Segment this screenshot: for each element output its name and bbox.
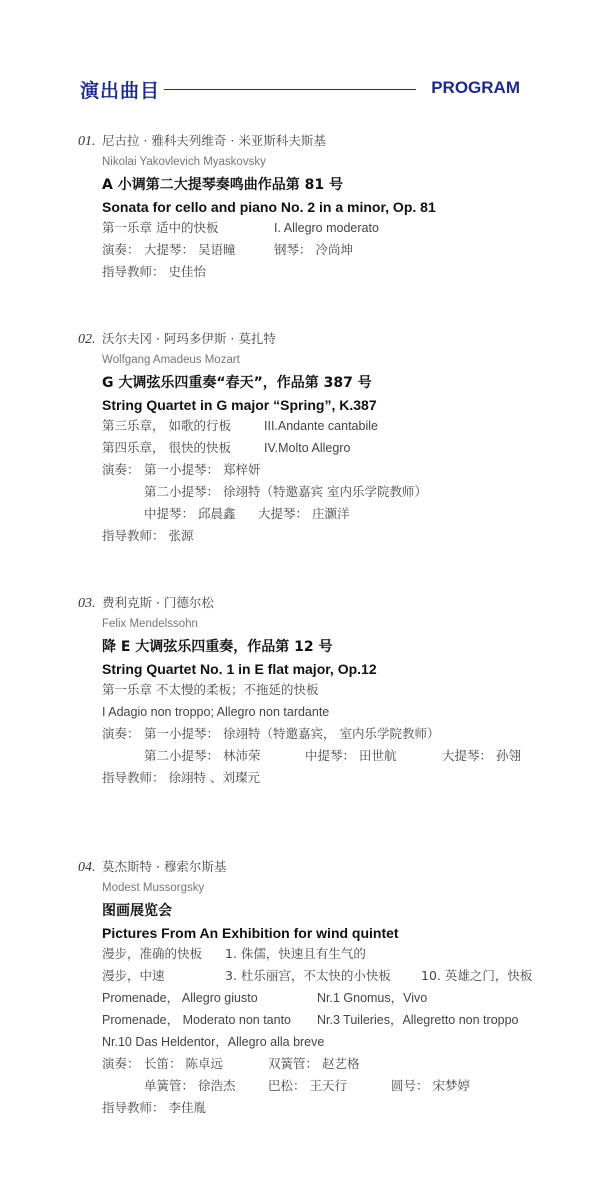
work-title-zh: A 小调第二大提琴奏鸣曲作品第 81 号 bbox=[102, 177, 343, 193]
work-title-en: String Quartet No. 1 in E flat major, Op.12 bbox=[102, 661, 377, 677]
movement-en: Promenade， Allegro giusto bbox=[102, 991, 258, 1005]
performers-label: 演奏： bbox=[102, 462, 140, 477]
movement-zh: 第三乐章， 如歌的行板 bbox=[102, 418, 231, 433]
composer-zh: 费利克斯 · 门德尔松 bbox=[102, 595, 214, 610]
performers-label: 演奏： bbox=[102, 726, 140, 741]
performer: 第一小提琴： 郑梓妍 bbox=[144, 462, 261, 477]
movement-zh: 1. 侏儒，快速且有生气的 bbox=[225, 946, 366, 961]
performer: 第二小提琴： 林沛荣 bbox=[144, 748, 261, 763]
work-title-en: Pictures From An Exhibition for wind quintet bbox=[102, 925, 399, 941]
composer-zh: 沃尔夫冈 · 阿玛多伊斯 · 莫扎特 bbox=[102, 331, 276, 346]
performer: 长笛： 陈卓远 bbox=[144, 1056, 223, 1071]
movement-zh: 漫步，中速 bbox=[102, 968, 165, 983]
teacher-line: 指导教师： 张源 bbox=[102, 528, 194, 543]
performer: 巴松： 王天行 bbox=[268, 1078, 347, 1093]
performers-label: 演奏： bbox=[102, 242, 140, 257]
work-title-en: Sonata for cello and piano No. 2 in a minor, Op. 81 bbox=[102, 199, 436, 215]
performer: 中提琴： 田世航 bbox=[305, 748, 397, 763]
performers-label: 演奏： bbox=[102, 1056, 140, 1071]
movement-en: I Adagio non troppo; Allegro non tardante bbox=[102, 705, 330, 719]
performer: 第二小提琴： 徐翊特（特邀嘉宾 室内乐学院教师） bbox=[144, 484, 427, 499]
performer: 圆号： 宋梦婷 bbox=[391, 1078, 470, 1093]
item-number: 04. bbox=[78, 860, 96, 875]
composer-zh: 莫杰斯特 · 穆索尔斯基 bbox=[102, 859, 227, 874]
composer-en: Wolfgang Amadeus Mozart bbox=[102, 354, 240, 366]
performer: 中提琴： 邱晨鑫 bbox=[144, 506, 236, 521]
movement-zh: 10. 英雄之门，快板 bbox=[421, 968, 533, 983]
movement-en: Nr.10 Das Heldentor，Allegro alla breve bbox=[102, 1035, 325, 1049]
header-title-zh: 演出曲目 bbox=[80, 80, 161, 102]
work-title-zh: G 大调弦乐四重奏“春天”，作品第 387 号 bbox=[102, 375, 372, 391]
performer: 大提琴： 吴语瞳 bbox=[144, 242, 236, 257]
item-number: 03. bbox=[78, 596, 96, 611]
movement-zh: 第一乐章 适中的快板 bbox=[102, 220, 219, 235]
movement-zh: 漫步，准确的快板 bbox=[102, 946, 203, 961]
movement-en: Nr.3 Tuileries，Allegretto non troppo bbox=[317, 1013, 519, 1027]
performer: 大提琴： 庄灏洋 bbox=[258, 506, 350, 521]
movement-en: Promenade， Moderato non tanto bbox=[102, 1013, 292, 1027]
teacher-line: 指导教师： 徐翊特 、刘璨元 bbox=[102, 770, 260, 785]
teacher-line: 指导教师： 李佳胤 bbox=[102, 1100, 206, 1115]
item-number: 02. bbox=[78, 332, 96, 347]
composer-en: Modest Mussorgsky bbox=[102, 882, 205, 894]
performer: 第一小提琴： 徐翊特（特邀嘉宾， 室内乐学院教师） bbox=[144, 726, 440, 741]
composer-zh: 尼古拉 · 雅科夫列维奇 · 米亚斯科夫斯基 bbox=[102, 133, 326, 148]
movement-en: III.Andante cantabile bbox=[264, 419, 378, 433]
work-title-zh: 图画展览会 bbox=[102, 903, 172, 919]
program-header bbox=[80, 76, 520, 106]
item-number: 01. bbox=[78, 134, 96, 149]
performer: 钢琴： 冷尚坤 bbox=[274, 242, 353, 257]
performer: 单簧管： 徐浩杰 bbox=[144, 1078, 236, 1093]
performer: 双簧管： 赵艺格 bbox=[268, 1056, 360, 1071]
performer: 大提琴： 孙翎 bbox=[442, 748, 521, 763]
movement-zh: 第四乐章， 很快的快板 bbox=[102, 440, 231, 455]
work-title-en: String Quartet in G major “Spring”, K.387 bbox=[102, 397, 377, 413]
work-title-zh: 降 E 大调弦乐四重奏，作品第 12 号 bbox=[102, 639, 333, 655]
header-title-en: PROGRAM bbox=[431, 78, 520, 97]
movement-zh: 3. 杜乐丽宫，不太快的小快板 bbox=[225, 968, 391, 983]
composer-en: Nikolai Yakovlevich Myaskovsky bbox=[102, 156, 266, 168]
teacher-line: 指导教师： 史佳怡 bbox=[102, 264, 206, 279]
movement-en: Nr.1 Gnomus，Vivo bbox=[317, 991, 428, 1005]
movement-zh: 第一乐章 不太慢的柔板；不拖延的快板 bbox=[102, 682, 319, 697]
composer-en: Felix Mendelssohn bbox=[102, 618, 198, 630]
movement-en: IV.Molto Allegro bbox=[264, 441, 351, 455]
movement-en: I. Allegro moderato bbox=[274, 221, 379, 235]
header-divider bbox=[164, 89, 416, 90]
